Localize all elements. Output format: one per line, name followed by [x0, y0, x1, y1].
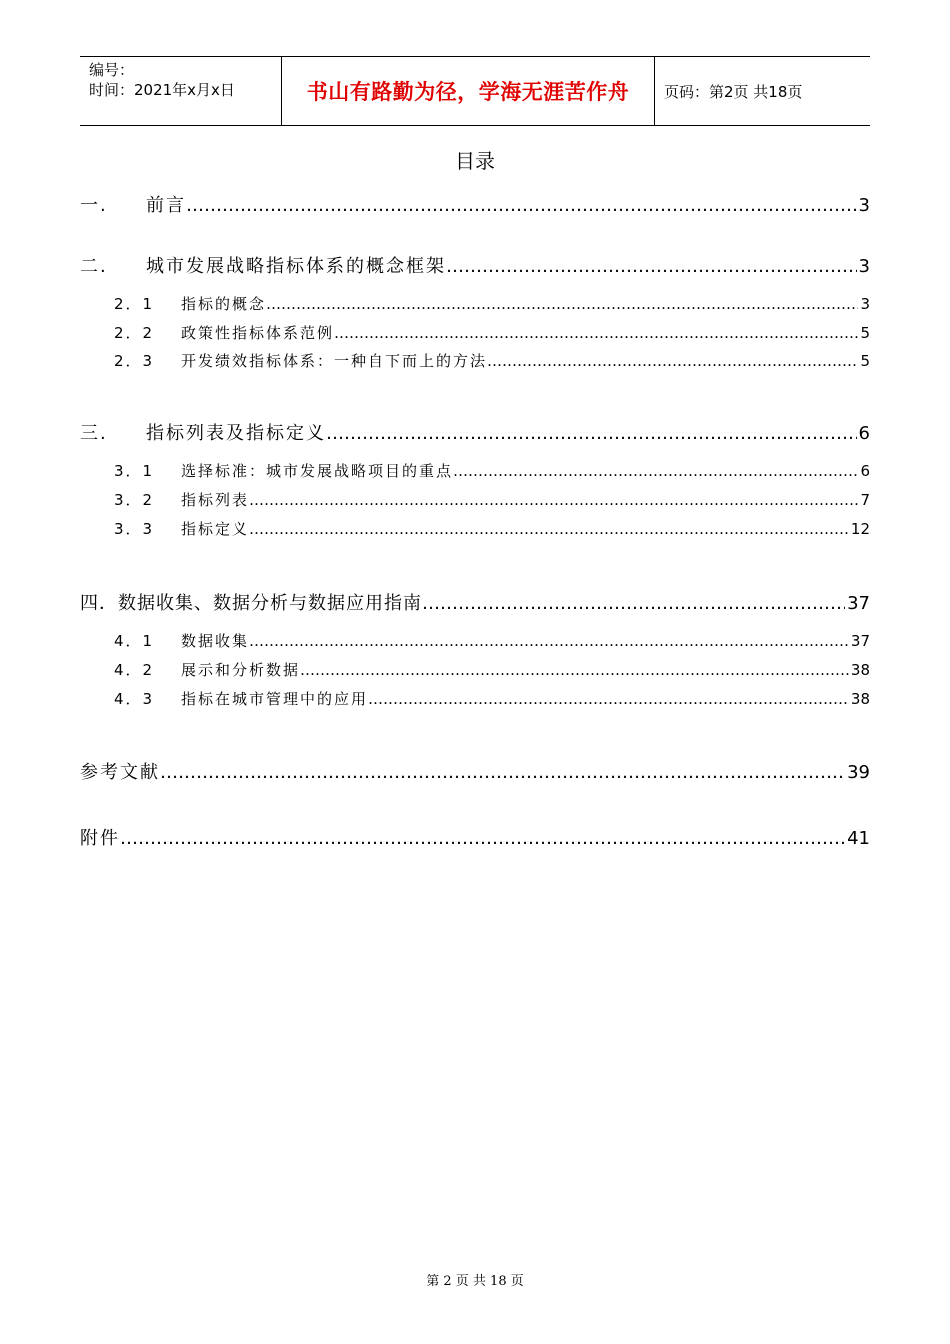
toc-leader-dots: [160, 762, 845, 783]
toc-entry-text: 城市发展战略指标体系的概念框架: [146, 256, 446, 277]
header-date-label: 时间：2021年x月x日: [89, 81, 235, 99]
toc-entry-text: 政策性指标体系范例: [181, 324, 335, 342]
toc-entry-number: 3．2: [114, 491, 155, 509]
toc-entry-page: 41: [847, 828, 870, 849]
toc-entry-text: 指标列表: [181, 491, 250, 509]
toc-entry-text: 选择标准：城市发展战略项目的重点: [181, 462, 454, 480]
toc-entry[interactable]: [80, 489, 870, 510]
toc-leader-dots: [326, 423, 857, 444]
toc-leader-dots: [453, 462, 858, 480]
toc-entry[interactable]: [80, 460, 870, 481]
toc-entry-page: 37: [847, 593, 870, 614]
toc-entry[interactable]: [80, 350, 870, 371]
toc-entry-number: 2．3: [114, 352, 155, 370]
page-footer: 第 2 页 共 18 页: [426, 1274, 524, 1289]
toc-title: 目录: [455, 149, 495, 173]
toc-entry-number: 2．2: [114, 324, 155, 342]
toc-entry[interactable]: [80, 293, 870, 314]
toc-entry-page: 37: [850, 632, 870, 650]
toc-leader-dots: [334, 324, 858, 342]
toc-entry[interactable]: [80, 191, 870, 217]
toc-entry[interactable]: [80, 659, 870, 680]
toc-entry[interactable]: [80, 824, 870, 850]
toc-entry[interactable]: [80, 758, 870, 784]
toc-entry[interactable]: [80, 630, 870, 651]
header-meta: [80, 57, 281, 125]
toc-leader-dots: [249, 520, 849, 538]
toc-entry[interactable]: [80, 688, 870, 709]
toc-entry-page: 5: [860, 352, 870, 370]
toc-entry-text: 指标的概念: [181, 295, 267, 313]
toc-entry-text: 指标列表及指标定义: [146, 423, 326, 444]
header-motto: 书山有路勤为径，学海无涯苦作舟: [306, 79, 630, 104]
toc-entry-text: 四．数据收集、数据分析与数据应用指南: [80, 593, 422, 614]
toc-entry-text: 指标定义: [181, 520, 250, 538]
toc-entry[interactable]: [80, 252, 870, 278]
toc-leader-dots: [300, 661, 849, 679]
toc-entry-number: 3．3: [114, 520, 155, 538]
page-header: [80, 56, 870, 126]
toc-entry-page: 12: [850, 520, 870, 538]
toc-entry-page: 6: [858, 423, 870, 444]
toc-entry-number: 4．2: [114, 661, 155, 679]
toc-entry-page: 38: [850, 661, 870, 679]
header-motto-cell: [281, 57, 655, 125]
toc-entry-page: 38: [850, 690, 870, 708]
toc-entry-page: 39: [847, 762, 870, 783]
toc-leader-dots: [487, 352, 858, 370]
toc-entry-text: 指标在城市管理中的应用: [181, 690, 369, 708]
toc-entry-page: 3: [858, 256, 870, 277]
toc-entry-text: 数据收集: [181, 632, 250, 650]
toc-leader-dots: [266, 295, 858, 313]
toc-leader-dots: [368, 690, 849, 708]
toc-entry-number: 4．1: [114, 632, 155, 650]
toc-entry[interactable]: [80, 419, 870, 445]
toc-entry-number: 2．1: [114, 295, 155, 313]
toc-entry-text: 前言: [146, 195, 186, 216]
header-page-info: 页码：第2页 共18页: [664, 82, 803, 101]
toc-entry[interactable]: [80, 518, 870, 539]
toc-entry-text: 附件: [80, 828, 120, 849]
toc-entry-text: 参考文献: [80, 762, 160, 783]
toc-entry-page: 6: [860, 462, 870, 480]
toc-leader-dots: [120, 828, 845, 849]
toc-leader-dots: [249, 632, 849, 650]
toc-entry-number: 二.: [80, 256, 108, 277]
toc-entry-page: 7: [860, 491, 870, 509]
toc-entry-page: 3: [858, 195, 870, 216]
toc-entry-text: 展示和分析数据: [181, 661, 301, 679]
toc-leader-dots: [186, 195, 857, 216]
header-number-label: 编号：: [89, 61, 135, 79]
toc-entry-text: 开发绩效指标体系：一种自下而上的方法: [181, 352, 488, 370]
toc-entry-number: 4．3: [114, 690, 155, 708]
toc-leader-dots: [446, 256, 857, 277]
toc-entry[interactable]: [80, 589, 870, 615]
toc-entry-page: 3: [860, 295, 870, 313]
toc-entry-number: 3．1: [114, 462, 155, 480]
toc-entry-number: 三.: [80, 423, 108, 444]
toc-entry[interactable]: [80, 322, 870, 343]
toc-leader-dots: [422, 593, 845, 614]
toc-entry-number: 一.: [80, 195, 108, 216]
toc-leader-dots: [249, 491, 858, 509]
toc-entry-page: 5: [860, 324, 870, 342]
